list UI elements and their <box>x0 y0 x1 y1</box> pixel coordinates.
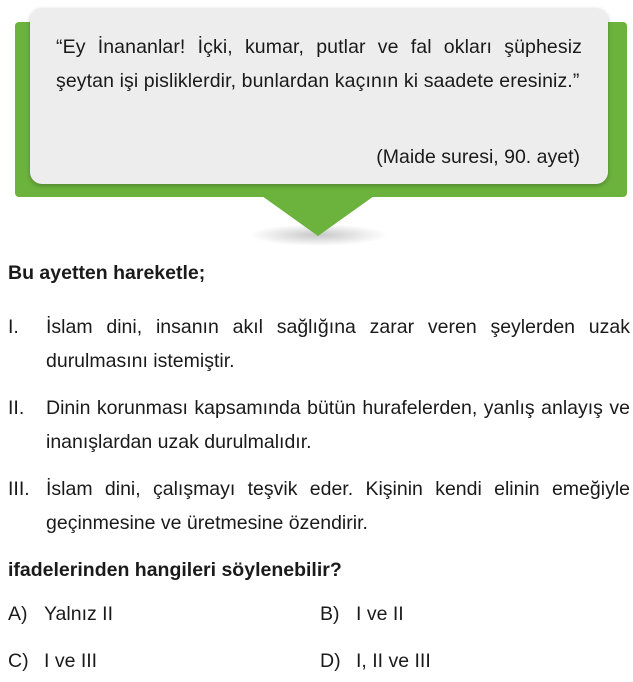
question-prompt: ifadelerinden hangileri söylenebilir? <box>8 559 342 581</box>
statement-1 <box>8 310 630 378</box>
option-letter: C) <box>8 650 29 672</box>
statement-text: İslam dini, çalışmayı teşvik eder. Kişinin kendi elinin emeğiyle geçinmesine ve üretmesine özendirir. <box>46 478 630 534</box>
callout-pointer <box>262 196 374 236</box>
option-letter: D) <box>320 650 341 672</box>
option-b[interactable] <box>320 603 404 626</box>
option-text: I, II ve III <box>356 650 431 672</box>
option-d[interactable] <box>320 650 431 673</box>
statement-number: II. <box>8 397 25 419</box>
option-letter: B) <box>320 603 340 625</box>
question-stem: Bu ayetten hareketle; <box>8 262 206 284</box>
quote-source: (Maide suresi, 90. ayet) <box>376 146 580 168</box>
option-text: Yalnız II <box>44 603 114 625</box>
option-letter: A) <box>8 603 28 625</box>
statement-3 <box>8 472 630 540</box>
quote-box <box>30 8 608 184</box>
option-text: I ve III <box>44 650 98 672</box>
option-a[interactable] <box>8 603 113 626</box>
statement-number: I. <box>8 316 19 338</box>
statement-number: III. <box>8 478 30 500</box>
statement-text: Dinin korunması kapsamında bütün hurafelerden, yanlış anlayış ve inanışlardan uzak durulmalıdır. <box>46 397 630 453</box>
quote-text: “Ey İnananlar! İçki, kumar, putlar ve fal okları şüphesiz şeytan işi pisliklerdir, bunlardan kaçının ki saadete eresiniz.” <box>56 36 582 92</box>
option-c[interactable] <box>8 650 97 673</box>
statement-text: İslam dini, insanın akıl sağlığına zarar veren şeylerden uzak durulmasını istemiştir. <box>46 316 630 372</box>
statement-2 <box>8 391 630 459</box>
option-text: I ve II <box>356 603 404 625</box>
